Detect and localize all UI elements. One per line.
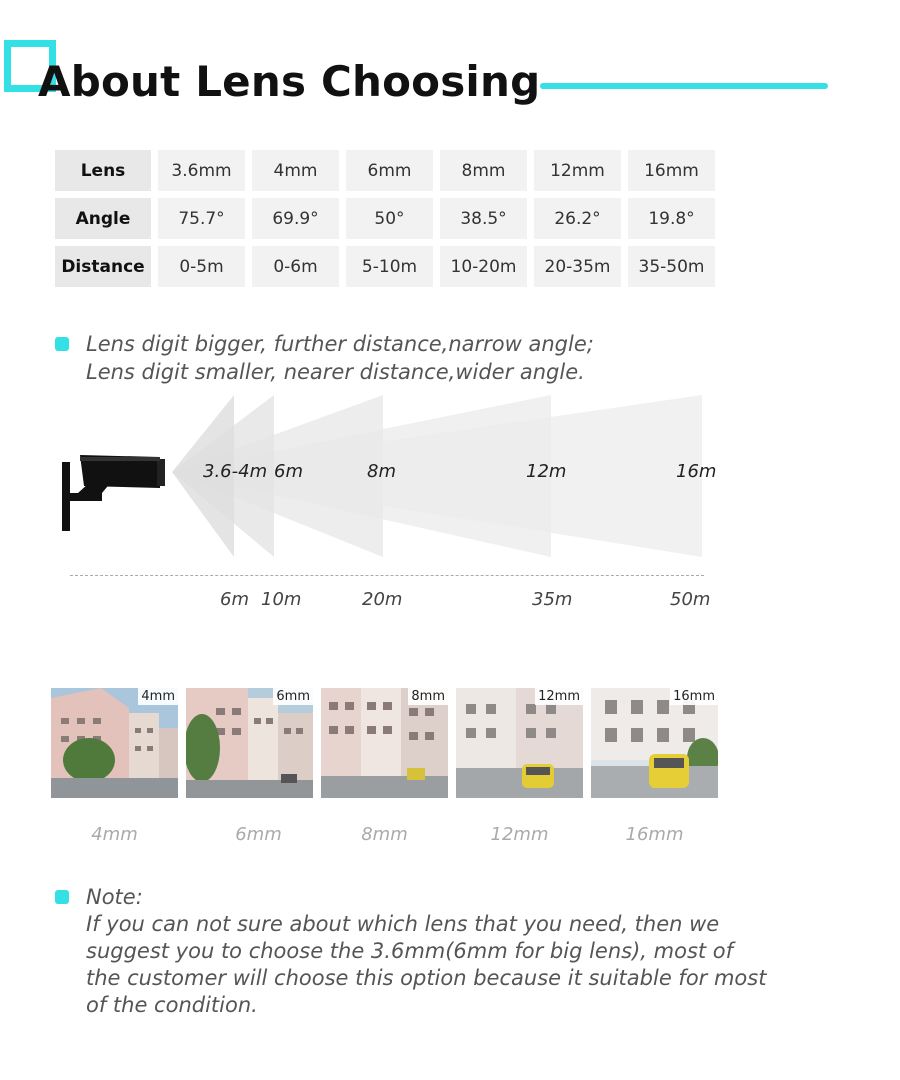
table-cell: 8mm bbox=[440, 150, 527, 191]
tip-line-2: Lens digit smaller, nearer distance,wider angle. bbox=[86, 360, 585, 384]
table-cell: 50° bbox=[346, 198, 433, 239]
table-cell: 16mm bbox=[628, 150, 715, 191]
table-cell: 4mm bbox=[252, 150, 339, 191]
distance-label-50m: 50m bbox=[670, 589, 711, 610]
row-header: Lens bbox=[55, 150, 151, 191]
table-cell: 38.5° bbox=[440, 198, 527, 239]
note-line-4: of the condition. bbox=[86, 993, 258, 1017]
table-cell: 35-50m bbox=[628, 246, 715, 287]
distance-label-20m: 20m bbox=[362, 589, 403, 610]
photo-caption: 4mm bbox=[91, 824, 138, 845]
spec-row-angle bbox=[55, 198, 715, 239]
note-line-2: suggest you to choose the 3.6mm(6mm for big lens), most of bbox=[86, 939, 734, 963]
sample-photo-16mm bbox=[591, 688, 718, 798]
note-bullet-icon bbox=[55, 890, 69, 904]
table-cell: 3.6mm bbox=[158, 150, 245, 191]
sample-photo-12mm bbox=[456, 688, 583, 798]
note-line-3: the customer will choose this option because it suitable for most bbox=[86, 966, 767, 990]
table-cell: 10-20m bbox=[440, 246, 527, 287]
page-title: About Lens Choosing bbox=[38, 57, 541, 106]
table-cell: 19.8° bbox=[628, 198, 715, 239]
row-header: Angle bbox=[55, 198, 151, 239]
sample-photo-6mm bbox=[186, 688, 313, 798]
table-cell: 5-10m bbox=[346, 246, 433, 287]
table-cell: 26.2° bbox=[534, 198, 621, 239]
note-block bbox=[86, 884, 776, 1019]
spec-row-distance bbox=[55, 246, 715, 287]
note-heading: Note: bbox=[86, 885, 143, 909]
distance-label-10m: 10m bbox=[261, 589, 302, 610]
photo-caption: 16mm bbox=[625, 824, 684, 845]
lens-label-8mm: 8m bbox=[367, 461, 396, 482]
distance-axis-line bbox=[70, 575, 704, 576]
table-cell: 12mm bbox=[534, 150, 621, 191]
sample-photo-8mm bbox=[321, 688, 448, 798]
table-cell: 6mm bbox=[346, 150, 433, 191]
row-header: Distance bbox=[55, 246, 151, 287]
spec-row-lens bbox=[55, 150, 715, 191]
photo-caption: 6mm bbox=[235, 824, 282, 845]
lens-label-16mm: 16m bbox=[676, 461, 717, 482]
table-cell: 75.7° bbox=[158, 198, 245, 239]
cctv-camera-icon bbox=[62, 455, 165, 531]
table-cell: 0-5m bbox=[158, 246, 245, 287]
photo-tag: 6mm bbox=[273, 688, 313, 705]
field-of-view-diagram bbox=[0, 385, 900, 625]
lens-label-12mm: 12m bbox=[526, 461, 567, 482]
table-cell: 0-6m bbox=[252, 246, 339, 287]
photo-caption: 12mm bbox=[490, 824, 549, 845]
photo-tag: 16mm bbox=[670, 688, 718, 705]
photo-tag: 8mm bbox=[408, 688, 448, 705]
table-cell: 20-35m bbox=[534, 246, 621, 287]
table-cell: 69.9° bbox=[252, 198, 339, 239]
lens-spec-table bbox=[55, 150, 715, 294]
sample-photo-4mm bbox=[51, 688, 178, 798]
distance-label-6m: 6m bbox=[220, 589, 249, 610]
tip-bullet-icon bbox=[55, 337, 69, 351]
note-line-1: If you can not sure about which lens that you need, then we bbox=[86, 912, 720, 936]
lens-label-3-6-4mm: 3.6-4m bbox=[203, 461, 268, 482]
tip-line-1: Lens digit bigger, further distance,narrow angle; bbox=[86, 332, 594, 356]
photo-tag: 4mm bbox=[138, 688, 178, 705]
lens-label-6mm: 6m bbox=[274, 461, 303, 482]
photo-caption: 8mm bbox=[361, 824, 408, 845]
title-accent-rule bbox=[540, 83, 828, 89]
photo-tag: 12mm bbox=[535, 688, 583, 705]
distance-label-35m: 35m bbox=[532, 589, 573, 610]
